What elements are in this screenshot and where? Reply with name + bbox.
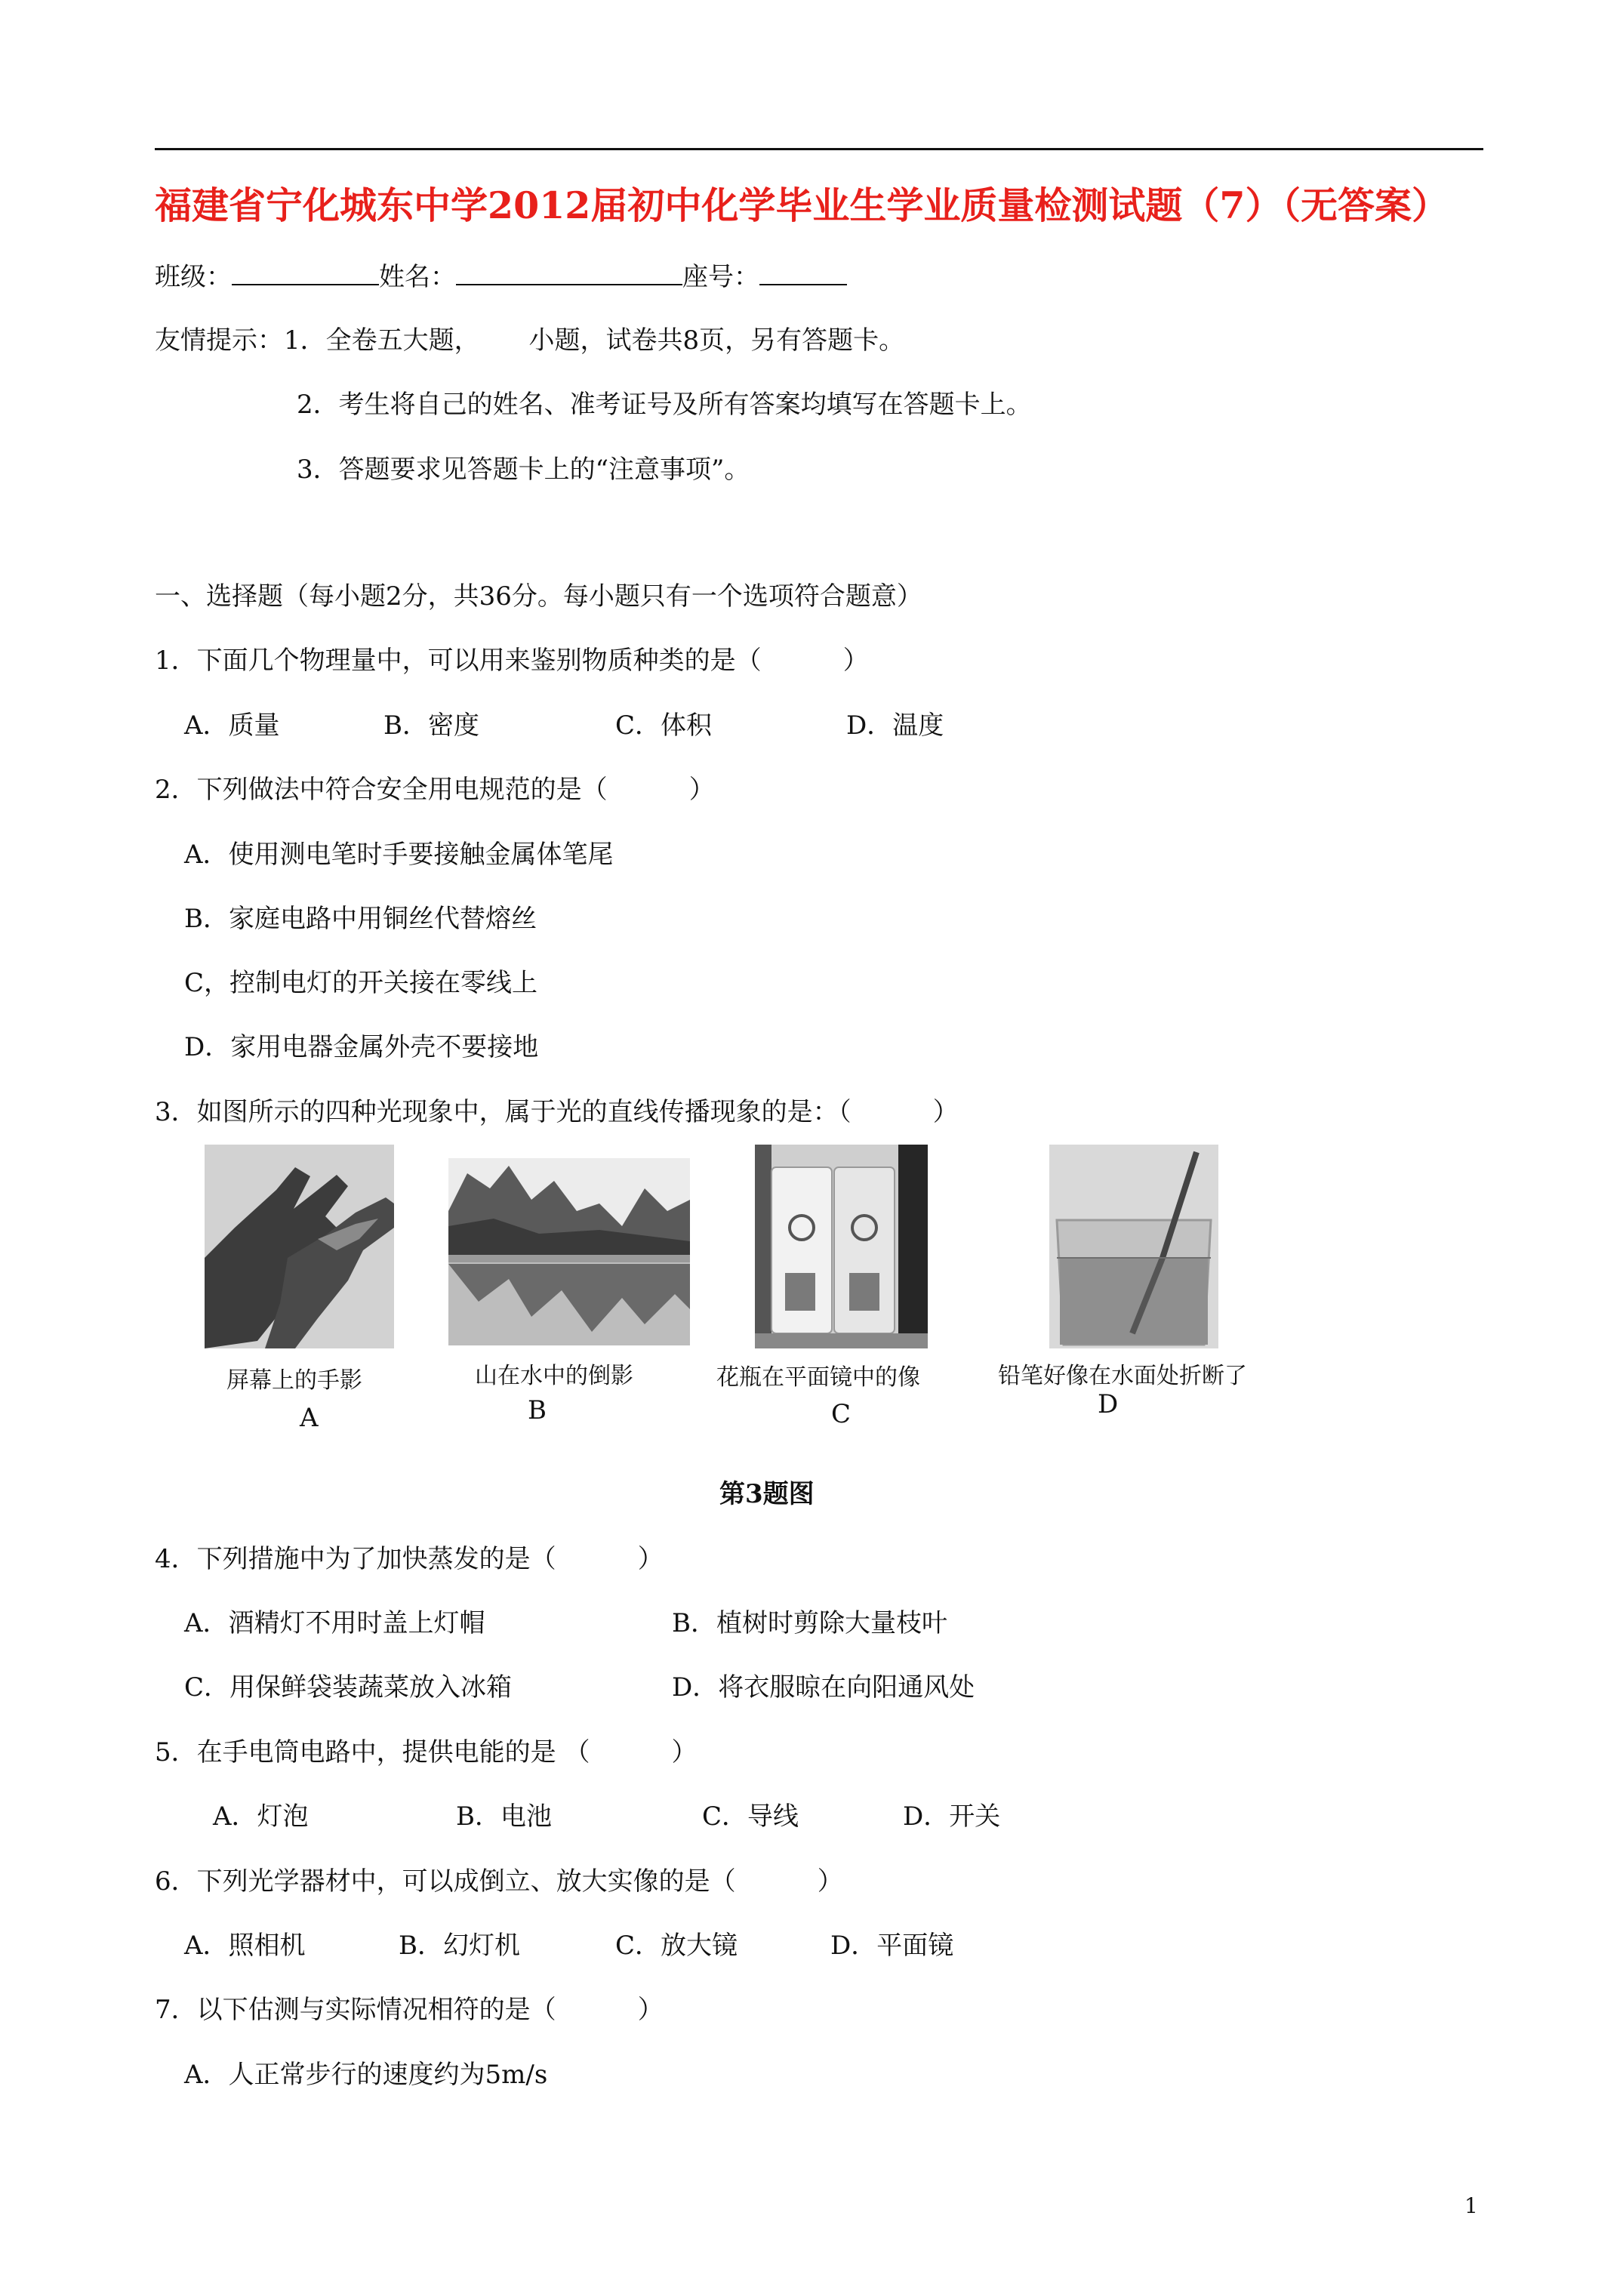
option[interactable]: C．导线 — [702, 1801, 799, 1832]
pencil-in-water-photo — [1049, 1145, 1218, 1348]
option[interactable]: D．温度 — [846, 710, 944, 741]
seat-label: 座号： — [682, 262, 759, 292]
option[interactable]: D．平面镜 — [830, 1931, 954, 1961]
figure-caption: 屏幕上的手影 — [226, 1367, 362, 1394]
question-stem: 7．以下估测与实际情况相符的是（ ） — [155, 1995, 664, 2025]
figure-title: 第3题图 — [719, 1479, 815, 1509]
seat-field[interactable] — [759, 261, 847, 285]
hand-shadow-photo — [205, 1145, 394, 1348]
page-title: 福建省宁化城东中学2012届初中化学毕业生学业质量检测试题（7）（无答案） — [155, 183, 1449, 227]
page-number: 1 — [1464, 2193, 1478, 2218]
question-stem: 2．下列做法中符合安全用电规范的是（ ） — [155, 775, 715, 805]
option[interactable]: D．开关 — [903, 1801, 1001, 1832]
question-stem: 3．如图所示的四种光现象中，属于光的直线传播现象的是：（ ） — [155, 1097, 959, 1127]
figure-caption: 铅笔好像在水面处折断了 — [998, 1363, 1247, 1389]
name-field[interactable] — [456, 261, 682, 285]
figure-caption: 花瓶在平面镜中的像 — [716, 1364, 920, 1391]
option[interactable]: D．家用电器金属外壳不要接地 — [184, 1032, 539, 1062]
class-field[interactable] — [232, 261, 379, 285]
question-stem: 4．下列措施中为了加快蒸发的是（ ） — [155, 1544, 664, 1574]
option[interactable]: A．质量 — [184, 710, 280, 741]
option[interactable]: B．电池 — [456, 1801, 552, 1832]
question-stem: 1．下面几个物理量中，可以用来鉴别物质种类的是（ ） — [155, 646, 869, 676]
name-label: 姓名： — [379, 262, 456, 292]
option[interactable]: A．灯泡 — [213, 1801, 309, 1832]
mountain-reflection-photo — [448, 1158, 690, 1345]
tip-item: 3．答题要求见答题卡上的“注意事项”。 — [297, 455, 750, 485]
figure-letter: B — [528, 1395, 547, 1425]
option[interactable]: B．密度 — [383, 710, 479, 741]
option[interactable]: C．体积 — [615, 710, 713, 741]
option[interactable]: A．酒精灯不用时盖上灯帽 — [184, 1608, 485, 1638]
option[interactable]: C．放大镜 — [615, 1931, 738, 1961]
vase-mirror-photo — [755, 1145, 928, 1348]
section-heading: 一、选择题（每小题2分，共36分。每小题只有一个选项符合题意） — [155, 581, 922, 612]
option[interactable]: D．将衣服晾在向阳通风处 — [672, 1672, 975, 1703]
option[interactable]: B．植树时剪除大量枝叶 — [672, 1608, 947, 1638]
student-info-line — [155, 261, 847, 292]
question-stem: 6．下列光学器材中，可以成倒立、放大实像的是（ ） — [155, 1866, 843, 1897]
tips-label: 友情提示： — [155, 325, 283, 356]
figure-letter: D — [1098, 1389, 1119, 1419]
option[interactable]: C，控制电灯的开关接在零线上 — [184, 968, 538, 998]
option[interactable]: A．人正常步行的速度约为5m/s — [184, 2060, 548, 2090]
tip-item: 1．全卷五大题， 小题，试卷共8页，另有答题卡。 — [284, 325, 905, 356]
option[interactable]: C．用保鲜袋装蔬菜放入冰箱 — [184, 1672, 513, 1703]
option[interactable]: B．幻灯机 — [399, 1931, 520, 1961]
class-label: 班级： — [155, 262, 232, 292]
figure-letter: C — [831, 1399, 852, 1429]
tip-item: 2．考生将自己的姓名、准考证号及所有答案均填写在答题卡上。 — [297, 390, 1032, 420]
header-rule — [155, 148, 1483, 150]
option[interactable]: B．家庭电路中用铜丝代替熔丝 — [184, 904, 537, 934]
figure-caption: 山在水中的倒影 — [475, 1363, 633, 1389]
option[interactable]: A．使用测电笔时手要接触金属体笔尾 — [184, 840, 614, 870]
question-stem: 5．在手电筒电路中，提供电能的是 （ ） — [155, 1737, 698, 1767]
option[interactable]: A．照相机 — [184, 1931, 306, 1961]
figure-letter: A — [300, 1403, 319, 1433]
